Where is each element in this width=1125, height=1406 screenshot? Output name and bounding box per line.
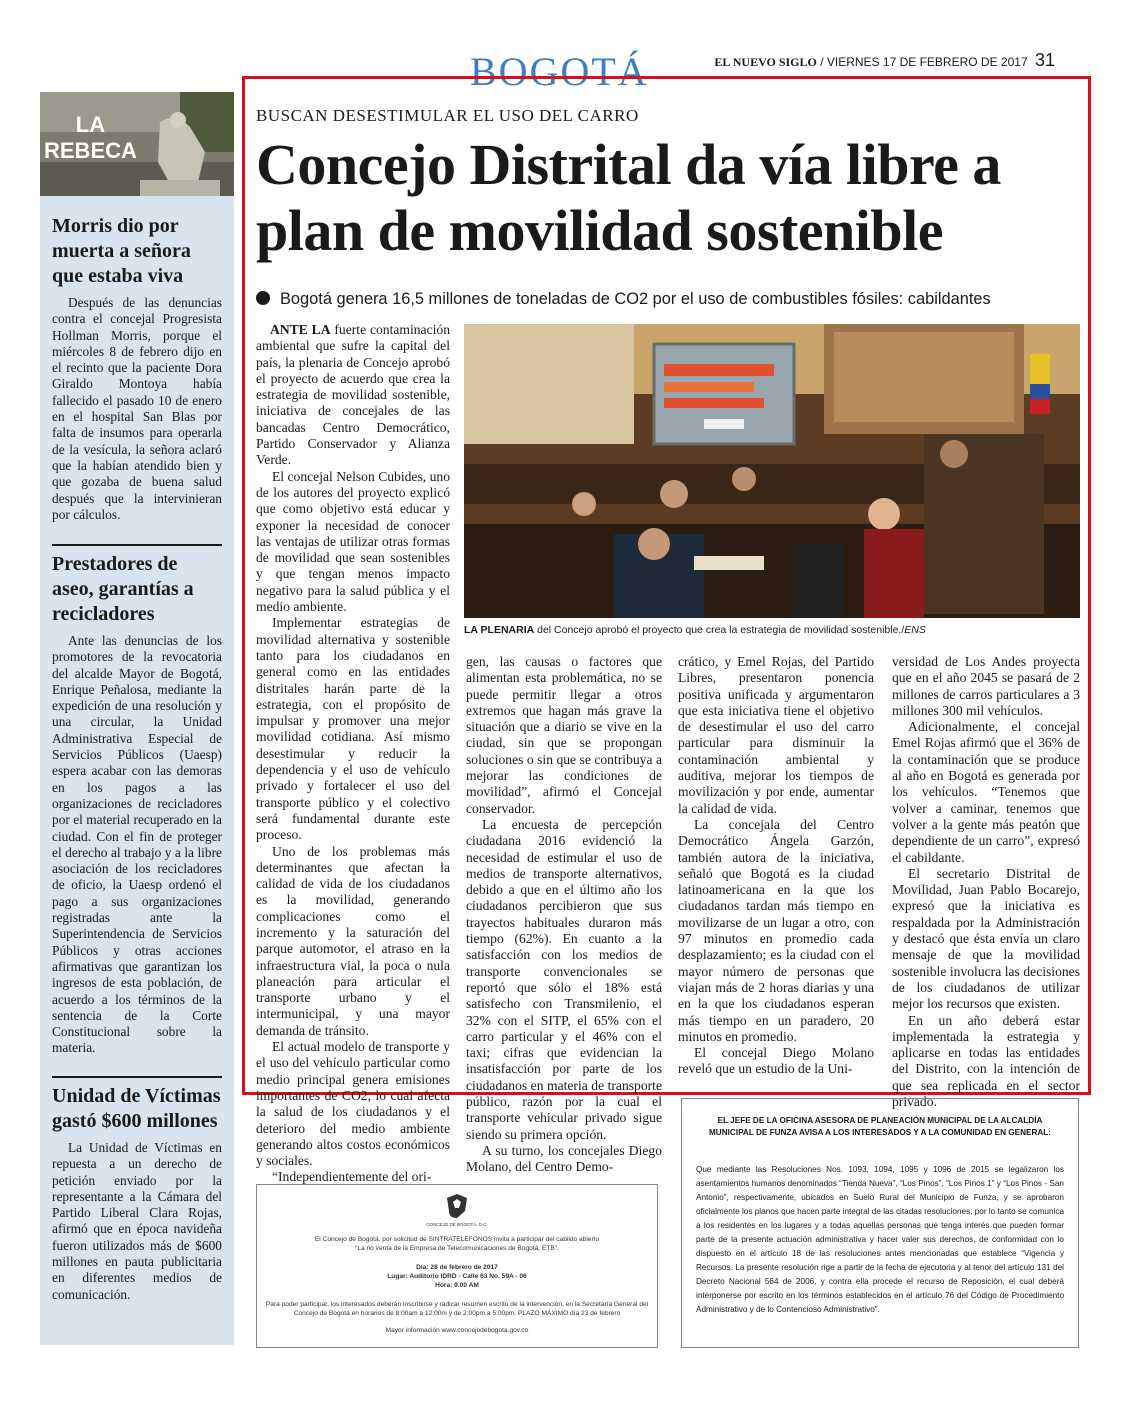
sidebar-story-headline: Unidad de Víctimas gastó $600 millones (52, 1085, 221, 1132)
paragraph: El actual modelo de transporte y el uso del vehículo particular como medio principal genera emisiones importantes de CO2, lo cual afecta la salud de los ciudadanos y el deterioro del medio ambiente generando altos costos económicos y sociales. (256, 1039, 450, 1169)
paragraph: La encuesta de percepción ciudadana 2016 evidenció la necesidad de estimular el uso de medios de transporte alternativos, debido a que en el último año los ciudadanos percibieron que sus trayectos habituales duraron más tiempo (62%). En cuanto a la satisfacción con los medios de transporte convencionales se reportó que sólo el 18% está satisfecho con Transmilenio, el 32% con el SITP, el 65% con el carro particular y el 46% con el taxi; cifras que evidencian la insatisfacción por parte de los ciudadanos en materia de transporte público, razón por la cual el transporte vehicular privado sigue siendo su primera opción. (466, 816, 662, 1142)
sidebar-story-3 (52, 1084, 222, 1303)
paragraph: ANTE LA fuerte contaminación ambiental que sufre la capital del país, la plenaria de Concejo aprobó el proyecto de acuerdo que crea la estrategia de movilidad sostenible, iniciativa de concejales de las bancadas Centro Democrático, Partido Conservador y Alianza Verde. (256, 322, 450, 468)
ad-topic: “La no venta de la Empresa de Telecomunicaciones de Bogotá, ETB”. (355, 1245, 559, 1252)
ad-time: Hora: 9.00 AM (435, 1282, 479, 1289)
concejo-ad (256, 1184, 658, 1348)
sidebar-story-1 (52, 214, 222, 523)
seal-caption: CONCEJO DE BOGOTÁ, D.C. (426, 1222, 488, 1227)
plenary-photo (464, 324, 1080, 618)
article-column-4 (892, 654, 1080, 1110)
paragraph: En un año deberá estar implementada la estrategia y aplicarse en todas las entidades del Distrito, con la intención de que sea replicada en el sector privado. (892, 1012, 1080, 1110)
council-photo-image (464, 324, 1080, 618)
paragraph: La concejala del Centro Democrático Ángela Garzón, también autora de la iniciativa, señaló que Bogotá es la ciudad latinoamericana en la que los ciudadanos tardan más tiempo en movilizarse de un lugar a otro, con 97 minutos en promedio cada desplazamiento; es la ciudad con el mayor número de personas que viajan más de 2 horas diarias y una en la que los ciudadanos esperan más tiempo en un paradero, 20 minutos en promedio. (678, 816, 874, 1044)
paragraph: El secretario Distrital de Movilidad, Juan Pablo Bocarejo, expresó que la iniciativa es respaldada por la Administración y destacó que ésta envía un claro mensaje de que la movilidad sostenible involucra las decisiones de los ciudadanos de utilizar mejor los recursos que existen. (892, 865, 1080, 1012)
paragraph: A su turno, los concejales Diego Molano, del Centro Demo- (466, 1142, 662, 1175)
paragraph: crático, y Emel Rojas, del Partido Libres, presentaron ponencia positiva unificada y argumentaron que esta iniciativa tiene el objetivo de desestimular el uso del carro particular para disminuir la contaminación ambiental y auditiva, mejorar los tiempos de movilización y por ende, aumentar la calidad de vida. (678, 654, 874, 816)
bullet-icon (256, 291, 270, 305)
photo-caption: LA PLENARIA del Concejo aprobó el proyecto que crea la estrategia de movilidad sostenible./ENS (464, 624, 926, 636)
article-column-3 (678, 654, 874, 1078)
paragraph: gen, las causas o factores que alimentan esta problemática, no se puede permitir llegar a otros extremos que hagan más grave la situación que a diario se vive en la ciudad, sin que se propongan soluciones o sin que se contribuya a mejorar las condiciones de movilidad”, afirmó el Concejal conservador. (466, 654, 662, 816)
paragraph: El concejal Diego Molano reveló que un estudio de la Uni- (678, 1045, 874, 1077)
paragraph: Uno de los problemas más determinantes que afectan la calidad de vida de los ciudadanos es la movilidad, generando complicaciones como el incremento y la saturación del parque automotor, el atraso en la infraestructura vial, la poca o nula planeación para articular el transporte urbano y el intermunicipal, y una mayor demanda de tránsito. (256, 843, 450, 1038)
paragraph: El concejal Nelson Cubides, uno de los autores del proyecto explicó que como objetivo está educar y exponer la necesidad de conocer las ventajas de utilizar otras formas de movilidad que sean sostenibles y que tengan menos impacto negativo para la salud pública y el medio ambiente. (256, 468, 450, 615)
lead-in: ANTE LA (270, 322, 331, 337)
ad-day: Día: 28 de febrero de 2017 (416, 1264, 498, 1271)
article-deck: Bogotá genera 16,5 millones de toneladas de CO2 por el uso de combustibles fósiles: cabildantes (256, 290, 991, 309)
ad-intro: El Concejo de Bogotá, por solicitud de SINTRATELEFONOS invita a participar del cabildo abierto (314, 1236, 600, 1243)
notice-title: EL JEFE DE LA OFICINA ASESORA DE PLANEACIÓN MUNICIPAL DE LA ALCALDÍA MUNICIPAL DE FUNZA AVISA A LOS INTERESADOS Y A LA COMUNIDAD EN GENERAL: (708, 1116, 1052, 1137)
sidebar-divider (52, 1076, 222, 1078)
issue-date: VIERNES 17 DE FEBRERO DE 2017 (826, 55, 1028, 69)
sidebar-story-body: Ante las denuncias de los promotores de la revocatoria del alcalde Mayor de Bogotá, Enrique Peñalosa, mediante la expedición de una resolución y una circular, la Unidad Administrativa Especial de Servicios Públicos (Uaesp) espera acabar con las demoras en los pagos a las organizaciones de recicladores por el material recuperado en la ciudad. Con el fin de proteger el derecho al trabajo y a la libre asociación de los recicladores de oficio, la Uaesp ordenó el pago a sus organizaciones registradas ante la Superintendencia de Servicios Públicos y otras acciones afirmativas que garantizan los ingresos de esta población, de acuerdo a los términos de la sentencia de la Corte Constitucional sobre la materia. (52, 633, 222, 1056)
photo-credit: ENS (904, 624, 926, 636)
folio: EL NUEVO SIGLO / VIERNES 17 DE FEBRERO DE 2017 31 (714, 50, 1055, 70)
page-number: 31 (1034, 50, 1055, 70)
article-column-1 (256, 322, 450, 1186)
notice-body: Que mediante las Resoluciones Nos. 1093, 1094, 1095 y 1096 de 2015 se legalizaron los asentamientos humanos denominados “Tienda Nueva”, “Los Pinos”, “Los Pinos 1” y “Los Pinos - San Antonio”, respectivamente, ubicados en Suelo Rural del Municipio de Funza, y se aprobaron oficialmente los planos que hacen parte integral de las citadas resoluciones, por lo tanto se comunica a los residentes en los lugares y a todas aquellas personas que tenga interés que pueden formar parte de la presente actuación administrativa y hacer valer sus derechos, de conformidad con lo dispuesto en el artículo 18 de las resoluciones antes mencionadas que establece “Vigencia y Recursos. La presente resolución rige a partir de la fecha de ejecutoria y al tenor del artículo 131 del Decreto Nacional 564 de 2006, y contra ella procede el recurso de Reposición, el cual deberá interponerse por escrito en los términos establecidos en el artículo 76 del Código de Procedimiento Administrativo y de lo Contencioso Administrativo”. (696, 1165, 1064, 1314)
article-column-2 (466, 654, 662, 1176)
paragraph: “Independientemente del ori- (272, 1169, 432, 1185)
column-name: LA REBECA (44, 112, 137, 163)
sidebar-story-body: La Unidad de Víctimas en repuesta a un derecho de petición enviado por la representante a la Cámara del Partido Liberal Clara Rojas, afirmó que en época navideña fueron utilizados más de $600 millones en pauta publicitaria en diferentes medios de comunicación. (52, 1140, 222, 1302)
ad-place: Lugar: Auditorio IDRD - Calle 63 No. 59A - 06 (387, 1273, 527, 1280)
paragraph: Adicionalmente, el concejal Emel Rojas afirmó que el 36% de la contaminación que se produce al año en Bogotá es generada por los vehículos. “Tenemos que volver a caminar, tenemos que volver a la gente más peatón que dependiente de un carro”, expresó el cabildante. (892, 719, 1080, 865)
sidebar-story-2 (52, 552, 222, 1057)
bogota-seal-icon (445, 1193, 469, 1219)
sidebar-story-headline: Prestadores de aseo, garantías a recicladores (52, 553, 194, 625)
sidebar-story-body: Después de las denuncias contra el concejal Progresista Hollman Morris, porque el miércoles 8 de febrero dijo en el recinto que la paciente Dora Giraldo Montoya había fallecido el pasado 10 de enero en el hospital San Blas por falta de insumos para operarla de la vesícula, la señora aclaró que la habían atendido bien y que gozaba de buena salud después que la intervinieran por cálculos. (52, 295, 222, 522)
article-kicker: BUSCAN DESESTIMULAR EL USO DEL CARRO (256, 106, 639, 125)
ad-more-info: Mayor información www.concejodebogota.gov.co (385, 1327, 529, 1334)
article-headline: Concejo Distrital da vía libre a plan de movilidad sostenible (256, 132, 1001, 263)
section-title: BOGOTÁ (470, 49, 649, 94)
funza-notice (681, 1098, 1079, 1348)
caption-lead: LA PLENARIA (464, 624, 535, 636)
sidebar-story-headline: Morris dio por muerta a señora que estaba viva (52, 215, 191, 287)
sidebar-divider (52, 544, 222, 546)
newspaper-name: EL NUEVO SIGLO (714, 55, 817, 69)
paragraph: Implementar estrategias de movilidad alternativa y sostenible tanto para los ciudadanos en general como en las entidades distritales harán parte de la estrategia, con el propósito de impulsar y promover una mejor movilidad cotidiana. Así mismo desestimular y reducir la dependencia y el uso de vehículo privado y fortalecer el uso del transporte público y el colectivo será fundamental durante este proceso. (256, 615, 450, 843)
ad-rules: Para poder participar, los interesados deberán inscribirse y radicar resumen escrito de la intervención, en la Secretaría General del Concejo de Bogotá en horarios de 8:00am a 12:00m y de 2:00pm a 5:00pm. PLAZO MÁXIMO día 23 de febrero (265, 1301, 649, 1317)
paragraph: versidad de Los Andes proyecta que en el año 2045 se pasará de 2 millones de carros particulares a 3 millones 300 mil vehículos. (892, 654, 1080, 718)
